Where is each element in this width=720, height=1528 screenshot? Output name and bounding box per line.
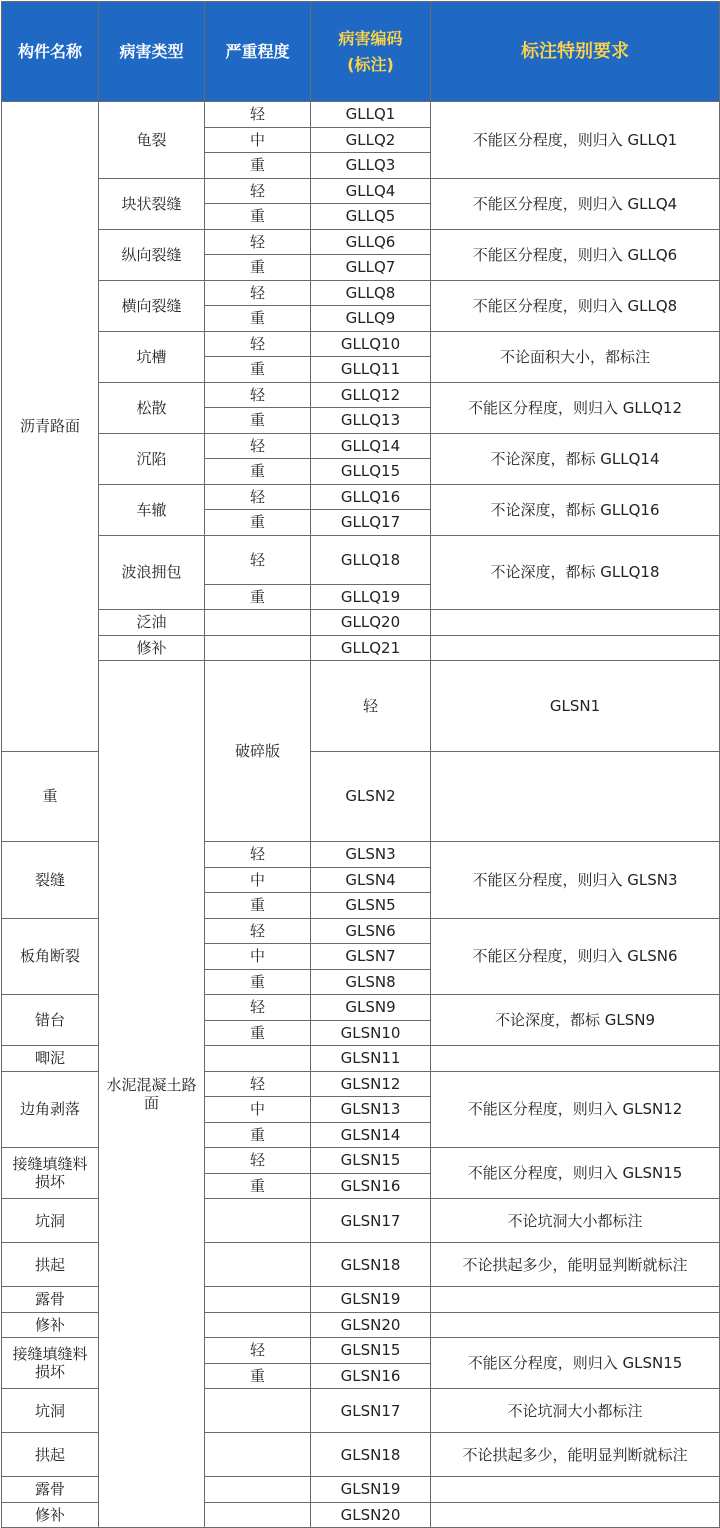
code-cell: GLLQ12 [311, 382, 431, 408]
table-row [2, 178, 720, 204]
disease-name: 坑槽 [99, 331, 205, 382]
disease-name: 拱起 [2, 1433, 99, 1477]
note-cell [431, 1502, 720, 1528]
table-row [2, 635, 720, 661]
note-cell: 不论深度，都标 GLLQ14 [431, 433, 720, 484]
severity-cell: 重 [205, 408, 311, 434]
disease-name: 修补 [2, 1502, 99, 1528]
severity-cell: 轻 [205, 229, 311, 255]
code-cell: GLLQ3 [311, 153, 431, 179]
note-cell: 不能区分程度，则归入 GLSN12 [431, 1071, 720, 1148]
header-type: 病害类型 [99, 2, 205, 102]
note-cell: 不能区分程度，则归入 GLSN15 [431, 1148, 720, 1199]
severity-cell: 轻 [205, 382, 311, 408]
code-cell: GLSN2 [311, 751, 431, 842]
code-cell: GLSN4 [311, 867, 431, 893]
code-cell: GLLQ6 [311, 229, 431, 255]
code-cell: GLSN20 [311, 1502, 431, 1528]
disease-name: 露骨 [2, 1287, 99, 1313]
note-cell [431, 1312, 720, 1338]
note-cell: 不能区分程度，则归入 GLSN6 [431, 918, 720, 995]
code-cell: GLSN9 [311, 995, 431, 1021]
disease-name: 横向裂缝 [99, 280, 205, 331]
header-component: 构件名称 [2, 2, 99, 102]
severity-cell: 轻 [205, 331, 311, 357]
disease-name: 龟裂 [99, 102, 205, 179]
table-row [2, 280, 720, 306]
severity-cell: 轻 [205, 535, 311, 584]
disease-name: 唧泥 [2, 1046, 99, 1072]
disease-code-table [1, 1, 720, 1528]
code-cell: GLLQ18 [311, 535, 431, 584]
disease-name: 沉陷 [99, 433, 205, 484]
code-cell: GLSN10 [311, 1020, 431, 1046]
severity-cell: 轻 [205, 484, 311, 510]
note-cell: 不论深度，都标 GLLQ18 [431, 535, 720, 610]
code-cell: GLSN1 [431, 661, 720, 752]
disease-name: 板角断裂 [2, 918, 99, 995]
severity-cell: 重 [205, 969, 311, 995]
disease-name-line2: 损坏 [34, 1363, 65, 1381]
note-cell [431, 1287, 720, 1313]
code-cell: GLLQ9 [311, 306, 431, 332]
code-cell: GLSN18 [311, 1433, 431, 1477]
note-cell: 不能区分程度，则归入 GLSN3 [431, 842, 720, 919]
severity-cell [205, 1477, 311, 1503]
note-cell: 不能区分程度，则归入 GLLQ6 [431, 229, 720, 280]
code-cell: GLLQ1 [311, 102, 431, 128]
disease-name: 纵向裂缝 [99, 229, 205, 280]
disease-name: 修补 [2, 1312, 99, 1338]
code-cell: GLLQ13 [311, 408, 431, 434]
note-cell: 不论坑洞大小都标注 [431, 1389, 720, 1433]
disease-name [2, 1148, 99, 1199]
code-cell: GLSN17 [311, 1199, 431, 1243]
code-cell: GLSN5 [311, 893, 431, 919]
disease-name: 坑洞 [2, 1389, 99, 1433]
severity-cell: 中 [205, 1097, 311, 1123]
severity-cell: 重 [205, 1020, 311, 1046]
code-cell: GLLQ20 [311, 610, 431, 636]
note-cell: 不能区分程度，则归入 GLLQ8 [431, 280, 720, 331]
code-cell: GLLQ19 [311, 584, 431, 610]
severity-cell [205, 1502, 311, 1528]
code-cell: GLLQ8 [311, 280, 431, 306]
note-cell: 不论面积大小，都标注 [431, 331, 720, 382]
severity-cell: 轻 [205, 1148, 311, 1174]
code-cell: GLSN15 [311, 1338, 431, 1364]
note-cell: 不能区分程度，则归入 GLLQ4 [431, 178, 720, 229]
code-cell: GLLQ4 [311, 178, 431, 204]
code-cell: GLSN19 [311, 1477, 431, 1503]
code-cell: GLSN17 [311, 1389, 431, 1433]
severity-cell [205, 1433, 311, 1477]
severity-cell [205, 1243, 311, 1287]
table-row [2, 382, 720, 408]
code-cell: GLSN7 [311, 944, 431, 970]
table-row [2, 102, 720, 128]
code-cell: GLSN8 [311, 969, 431, 995]
note-cell [431, 1477, 720, 1503]
note-cell: 不能区分程度，则归入 GLSN15 [431, 1338, 720, 1389]
severity-cell: 轻 [205, 433, 311, 459]
note-cell [431, 635, 720, 661]
component-concrete: 水泥混凝土路面 [99, 661, 205, 1528]
header-note: 标注特别要求 [431, 2, 720, 102]
severity-cell: 重 [205, 357, 311, 383]
severity-cell: 轻 [205, 280, 311, 306]
disease-name-line1: 接缝填缝料 [12, 1345, 88, 1363]
code-cell: GLLQ15 [311, 459, 431, 485]
code-cell: GLLQ21 [311, 635, 431, 661]
disease-name: 泛油 [99, 610, 205, 636]
header-code-line1: 病害编码 [338, 28, 403, 48]
note-cell: 不论拱起多少，能明显判断就标注 [431, 1433, 720, 1477]
disease-name-line2: 损坏 [34, 1173, 65, 1191]
code-cell: GLSN11 [311, 1046, 431, 1072]
severity-cell: 中 [205, 944, 311, 970]
note-cell [431, 610, 720, 636]
code-cell: GLLQ7 [311, 255, 431, 281]
note-cell: 不论深度，都标 GLLQ16 [431, 484, 720, 535]
severity-cell: 重 [205, 306, 311, 332]
table-row [2, 331, 720, 357]
code-cell: GLLQ10 [311, 331, 431, 357]
table-row [2, 535, 720, 584]
disease-name: 拱起 [2, 1243, 99, 1287]
severity-cell: 重 [205, 1363, 311, 1389]
code-cell: GLLQ11 [311, 357, 431, 383]
disease-name [2, 1338, 99, 1389]
code-cell: GLSN16 [311, 1363, 431, 1389]
note-cell: 不能区分程度，则归入 GLLQ12 [431, 382, 720, 433]
severity-cell: 轻 [311, 661, 431, 752]
severity-cell: 轻 [205, 102, 311, 128]
header-code [311, 2, 431, 102]
header-code-line2: (标注) [347, 54, 394, 74]
code-cell: GLSN3 [311, 842, 431, 868]
severity-cell: 轻 [205, 918, 311, 944]
disease-name: 块状裂缝 [99, 178, 205, 229]
code-cell: GLLQ16 [311, 484, 431, 510]
disease-name-line1: 接缝填缝料 [12, 1155, 88, 1173]
severity-cell [205, 1389, 311, 1433]
severity-cell [205, 1312, 311, 1338]
severity-cell: 重 [205, 1122, 311, 1148]
severity-cell [205, 1287, 311, 1313]
code-cell: GLSN20 [311, 1312, 431, 1338]
disease-name: 边角剥落 [2, 1071, 99, 1148]
severity-cell: 重 [205, 584, 311, 610]
severity-cell: 轻 [205, 1338, 311, 1364]
code-cell: GLSN19 [311, 1287, 431, 1313]
severity-cell [205, 635, 311, 661]
code-cell: GLSN16 [311, 1173, 431, 1199]
code-cell: GLSN13 [311, 1097, 431, 1123]
component-asphalt: 沥青路面 [2, 102, 99, 752]
severity-cell: 轻 [205, 178, 311, 204]
code-cell: GLSN6 [311, 918, 431, 944]
disease-name: 裂缝 [2, 842, 99, 919]
note-cell [431, 1046, 720, 1072]
severity-cell: 重 [2, 751, 99, 842]
code-cell: GLLQ14 [311, 433, 431, 459]
code-cell: GLSN18 [311, 1243, 431, 1287]
severity-cell: 中 [205, 867, 311, 893]
disease-name: 修补 [99, 635, 205, 661]
table-row [2, 661, 720, 752]
severity-cell: 重 [205, 153, 311, 179]
header-row [2, 2, 720, 102]
severity-cell: 重 [205, 459, 311, 485]
severity-cell: 轻 [205, 1071, 311, 1097]
severity-cell: 重 [205, 510, 311, 536]
table-row [2, 229, 720, 255]
code-cell: GLSN12 [311, 1071, 431, 1097]
table-row [2, 433, 720, 459]
note-cell: 不论拱起多少，能明显判断就标注 [431, 1243, 720, 1287]
severity-cell: 重 [205, 893, 311, 919]
disease-name: 破碎版 [205, 661, 311, 842]
note-cell: 不论深度，都标 GLSN9 [431, 995, 720, 1046]
severity-cell [205, 1046, 311, 1072]
disease-name: 波浪拥包 [99, 535, 205, 610]
disease-name: 错台 [2, 995, 99, 1046]
code-cell: GLSN15 [311, 1148, 431, 1174]
severity-cell [205, 1199, 311, 1243]
severity-cell: 轻 [205, 842, 311, 868]
severity-cell: 轻 [205, 995, 311, 1021]
disease-name: 坑洞 [2, 1199, 99, 1243]
code-cell: GLLQ2 [311, 127, 431, 153]
header-severity: 严重程度 [205, 2, 311, 102]
table-row [2, 610, 720, 636]
note-cell: 不论坑洞大小都标注 [431, 1199, 720, 1243]
severity-cell: 重 [205, 1173, 311, 1199]
code-cell: GLLQ5 [311, 204, 431, 230]
code-cell: GLSN14 [311, 1122, 431, 1148]
note-cell: 不能区分程度，则归入 GLLQ1 [431, 102, 720, 179]
disease-name: 松散 [99, 382, 205, 433]
severity-cell: 重 [205, 255, 311, 281]
severity-cell: 中 [205, 127, 311, 153]
severity-cell [205, 610, 311, 636]
code-cell: GLLQ17 [311, 510, 431, 536]
table-row [2, 484, 720, 510]
severity-cell: 重 [205, 204, 311, 230]
disease-name: 车辙 [99, 484, 205, 535]
disease-name: 露骨 [2, 1477, 99, 1503]
